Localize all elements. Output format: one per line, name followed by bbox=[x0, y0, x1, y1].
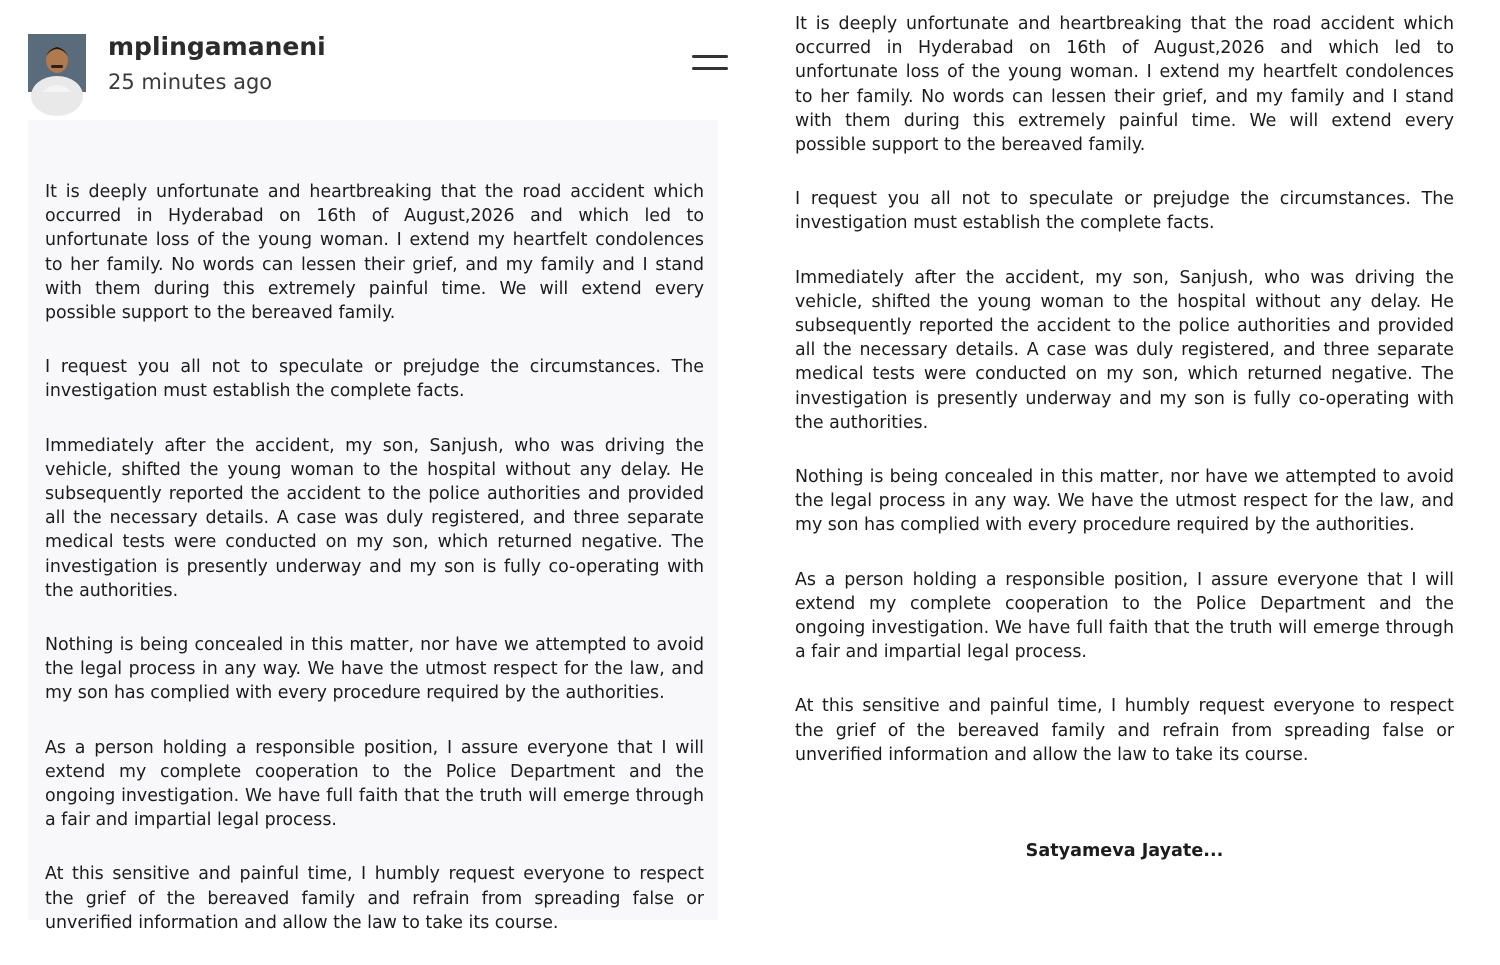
statement-paragraph: As a person holding a responsible position, I assure everyone that I will extend my complete cooperation to the Police Department and the ongoing investigation. We have full faith that the truth will emerge through a fair and impartial legal process. bbox=[45, 737, 704, 831]
statement-paragraph: Nothing is being concealed in this matter, nor have we attempted to avoid the legal process in any way. We have the utmost respect for the law, and my son has complied with every procedure required by the authorities. bbox=[795, 467, 1454, 536]
statement-paragraph: Nothing is being concealed in this matter, nor have we attempted to avoid the legal process in any way. We have the utmost respect for the law, and my son has complied with every procedure required by the authorities. bbox=[45, 635, 704, 704]
statement-paragraph: Immediately after the accident, my son, Sanjush, who was driving the vehicle, shifted the young woman to the hospital without any delay. He subsequently reported the accident to the police authorities and provided all the necessary details. A case was duly registered, and three separate medical tests were conducted on my son, which returned negative. The investigation is presently underway and my son is fully co-operating with the authorities. bbox=[45, 435, 704, 601]
statement-body-right bbox=[795, 12, 1454, 797]
statement-paragraph: Immediately after the accident, my son, Sanjush, who was driving the vehicle, shifted the young woman to the hospital without any delay. He subsequently reported the accident to the police authorities and provided all the necessary details. A case was duly registered, and three separate medical tests were conducted on my son, which returned negative. The investigation is presently underway and my son is fully co-operating with the authorities. bbox=[795, 267, 1454, 433]
post-username[interactable]: mplingamaneni bbox=[108, 32, 326, 61]
statement-paragraph: I request you all not to speculate or prejudge the circumstances. The investigation must establish the complete facts. bbox=[795, 189, 1454, 234]
menu-icon-line bbox=[692, 67, 728, 70]
statement-signoff: Satyameva Jayate... bbox=[1025, 841, 1224, 861]
statement-paragraph: It is deeply unfortunate and heartbreaking that the road accident which occurred in Hyderabad on 16th of August,2026 and which led to unfortunate loss of the young woman. I extend my heartfelt condolences to her family. No words can lessen their grief, and my family and I stand with them during this extremely painful time. We will extend every possible support to the bereaved family. bbox=[795, 14, 1454, 156]
avatar[interactable] bbox=[28, 34, 86, 92]
statement-paragraph: I request you all not to speculate or prejudge the circumstances. The investigation must establish the complete facts. bbox=[45, 357, 704, 402]
menu-icon-line bbox=[692, 55, 728, 58]
avatar-photo bbox=[28, 34, 86, 92]
post-timestamp: 25 minutes ago bbox=[108, 70, 273, 94]
statement-body-left bbox=[45, 180, 704, 965]
statement-paragraph: At this sensitive and painful time, I humbly request everyone to respect the grief of the bereaved family and refrain from spreading false or unverified information and allow the law to take its course. bbox=[45, 864, 704, 933]
post-header bbox=[28, 32, 728, 102]
statement-paragraph: As a person holding a responsible position, I assure everyone that I will extend my complete cooperation to the Police Department and the ongoing investigation. We have full faith that the truth will emerge through a fair and impartial legal process. bbox=[795, 569, 1454, 663]
left-panel bbox=[0, 0, 740, 933]
statement-paragraph: It is deeply unfortunate and heartbreaking that the road accident which occurred in Hyderabad on 16th of August,2026 and which led to unfortunate loss of the young woman. I extend my heartfelt condolences to her family. No words can lessen their grief, and my family and I stand with them during this extremely painful time. We will extend every possible support to the bereaved family. bbox=[45, 182, 704, 324]
statement-paragraph: At this sensitive and painful time, I humbly request everyone to respect the grief of the bereaved family and refrain from spreading false or unverified information and allow the law to take its course. bbox=[795, 696, 1454, 765]
menu-icon[interactable] bbox=[686, 50, 730, 80]
